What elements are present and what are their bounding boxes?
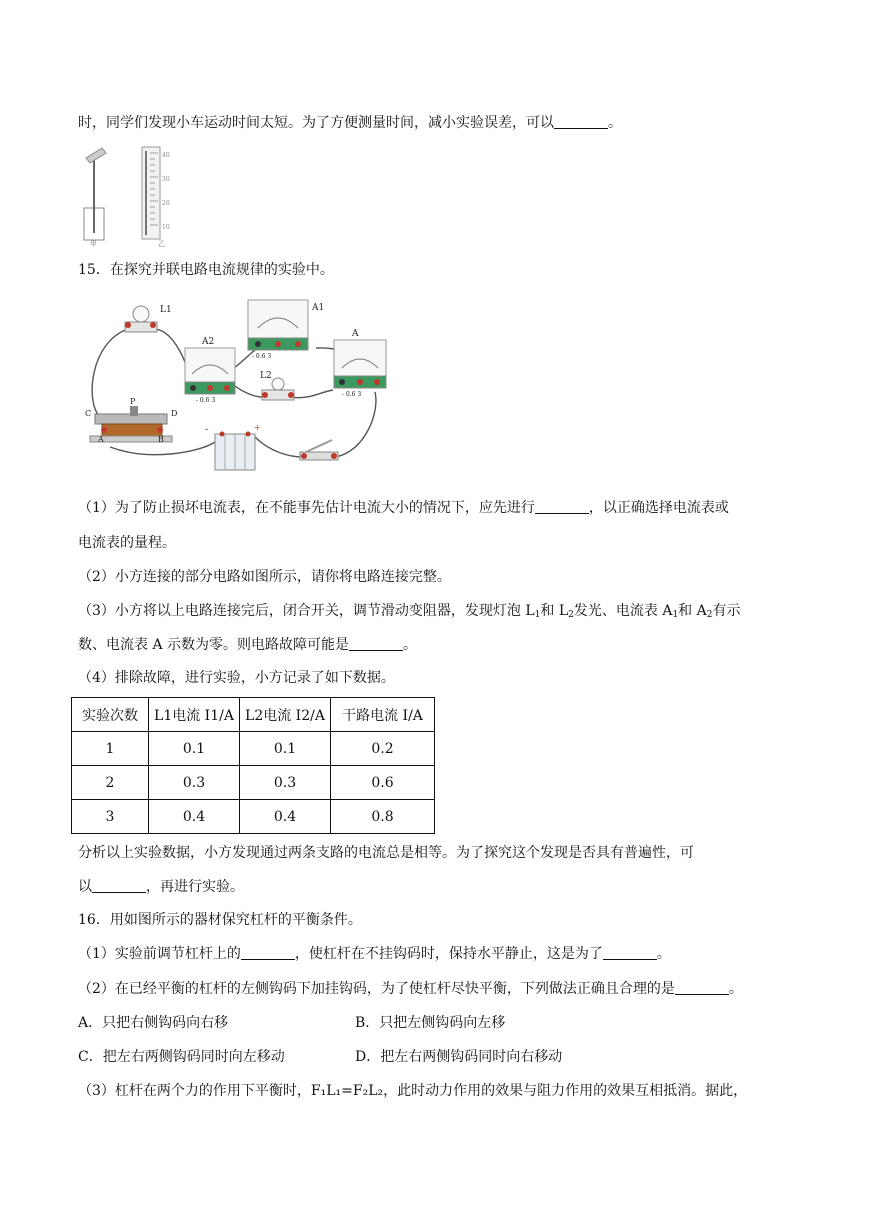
table-header-row bbox=[72, 698, 435, 732]
fig14-tick: 10 bbox=[162, 224, 170, 231]
table-cell: 0.8 bbox=[331, 800, 435, 834]
q16-part1-blank-b[interactable] bbox=[603, 945, 657, 960]
q15-part1-blank[interactable] bbox=[535, 499, 589, 514]
ammeter-A2 bbox=[185, 348, 235, 394]
table-row bbox=[72, 800, 435, 834]
q15-part3-blank[interactable] bbox=[349, 636, 403, 651]
q15-part1-line2: 电流表的量程。 bbox=[78, 535, 176, 551]
q15-analysis-blank[interactable] bbox=[92, 878, 146, 893]
q14-tail-text: 时，同学们发现小车运动时间太短。为了方便测量时间，减小实验误差，可以 bbox=[78, 115, 554, 131]
q16-part3: （3）杠杆在两个力的作用下平衡时，F₁L₁=F₂L₂，此时动力作用的效果与阻力作用的效果互相抵消。据此， bbox=[78, 1083, 748, 1099]
a2-terminals: - 0.6 3 bbox=[196, 397, 216, 404]
bulb-L2 bbox=[262, 378, 294, 400]
label-A-point: A bbox=[98, 435, 104, 444]
label-A1: A1 bbox=[312, 303, 325, 313]
q16-part1-blank-a[interactable] bbox=[241, 945, 295, 960]
label-plus: + bbox=[254, 423, 261, 432]
q15-part3-line2: 数、电流表 A 示数为零。则电路故障可能是 。 bbox=[78, 637, 418, 653]
label-D: D bbox=[171, 409, 178, 418]
label-C: C bbox=[85, 409, 92, 418]
q14-tail-line: 时，同学们发现小车运动时间太短。为了方便测量时间，减小实验误差，可以 。 bbox=[78, 115, 622, 131]
table-cell: 0.6 bbox=[331, 766, 435, 800]
table-header: L1电流 I1/A bbox=[149, 698, 240, 732]
fig14-label-b: 乙 bbox=[158, 240, 165, 248]
table-header: 干路电流 I/A bbox=[331, 698, 435, 732]
table-header: 实验次数 bbox=[72, 698, 149, 732]
bulb-L1 bbox=[125, 306, 157, 332]
ammeter-A bbox=[334, 340, 386, 388]
table-cell: 0.1 bbox=[149, 732, 240, 766]
q15-part4: （4）排除故障，进行实验，小方记录了如下数据。 bbox=[78, 670, 395, 686]
table-cell: 3 bbox=[72, 800, 149, 834]
q16-option-b[interactable]: B．只把左侧钩码向左移 bbox=[355, 1015, 506, 1031]
label-A2: A2 bbox=[202, 337, 215, 347]
q15-part3-line1: （3）小方将以上电路连接完后，闭合开关，调节滑动变阻器，发现灯泡 $L_1$和 $L_2$发光、电流表 $A_1$和 $A_2$有示 bbox=[78, 603, 741, 620]
q16-part1: （1）实验前调节杠杆上的 ，使杠杆在不挂钩码时，保持水平静止，这是为了 。 bbox=[78, 946, 671, 962]
q14-figure bbox=[82, 143, 192, 248]
table-cell: 0.1 bbox=[240, 732, 331, 766]
fig14-tick: 20 bbox=[162, 200, 170, 207]
fig14-label-a: 甲 bbox=[90, 240, 97, 248]
q15-title: 15．在探究并联电路电流规律的实验中。 bbox=[78, 262, 334, 278]
label-P: P bbox=[130, 397, 136, 406]
table-cell: 0.4 bbox=[149, 800, 240, 834]
table-cell: 0.4 bbox=[240, 800, 331, 834]
q16-part2-blank[interactable] bbox=[675, 980, 729, 995]
label-L1: L1 bbox=[160, 305, 172, 315]
table-row bbox=[72, 766, 435, 800]
q16-option-c[interactable]: C．把左右两侧钩码同时向左移动 bbox=[78, 1049, 285, 1065]
switch bbox=[300, 440, 338, 460]
q16-option-a[interactable]: A．只把右侧钩码向右移 bbox=[78, 1015, 229, 1031]
table-cell: 0.3 bbox=[240, 766, 331, 800]
table-cell: 0.3 bbox=[149, 766, 240, 800]
current-data-table bbox=[71, 697, 435, 834]
q15-analysis-line1: 分析以上实验数据，小方发现通过两条支路的电流总是相等。为了探究这个发现是否具有普遍性，可 bbox=[78, 845, 694, 861]
q16-title: 16．用如图所示的器材保究杠杆的平衡条件。 bbox=[78, 912, 362, 928]
q15-analysis-line2: 以 ，再进行实验。 bbox=[78, 879, 244, 895]
label-minus: - bbox=[205, 425, 209, 435]
ammeter-A1 bbox=[248, 300, 308, 350]
q16-part2: （2）在已经平衡的杠杆的左侧钩码下加挂钩码，为了使杠杆尽快平衡，下列做法正确且合理的是 。 bbox=[78, 981, 743, 997]
q15-circuit-figure bbox=[80, 292, 400, 474]
q16-option-d[interactable]: D．把左右两侧钩码同时向右移动 bbox=[355, 1049, 563, 1065]
fig14-tick: 40 bbox=[162, 152, 170, 159]
beaker-apparatus bbox=[84, 148, 106, 240]
table-cell: 0.2 bbox=[331, 732, 435, 766]
fig14-tick: 30 bbox=[162, 176, 170, 183]
table-header: L2电流 I2/A bbox=[240, 698, 331, 732]
a1-terminals: - 0.6 3 bbox=[252, 353, 272, 360]
table-row bbox=[72, 732, 435, 766]
label-B: B bbox=[158, 435, 164, 444]
table-cell: 2 bbox=[72, 766, 149, 800]
table-cell: 1 bbox=[72, 732, 149, 766]
thermometer-scale bbox=[142, 147, 160, 239]
battery bbox=[215, 432, 255, 471]
q14-answer-blank[interactable] bbox=[554, 114, 608, 129]
label-L2: L2 bbox=[260, 371, 272, 381]
a-terminals: - 0.6 3 bbox=[342, 391, 362, 398]
label-A: A bbox=[352, 329, 359, 339]
q15-part2: （2）小方连接的部分电路如图所示，请你将电路连接完整。 bbox=[78, 569, 451, 585]
q15-part1-line1: （1）为了防止损坏电流表，在不能事先估计电流大小的情况下，应先进行 ，以正确选择电流表或 bbox=[78, 500, 729, 516]
